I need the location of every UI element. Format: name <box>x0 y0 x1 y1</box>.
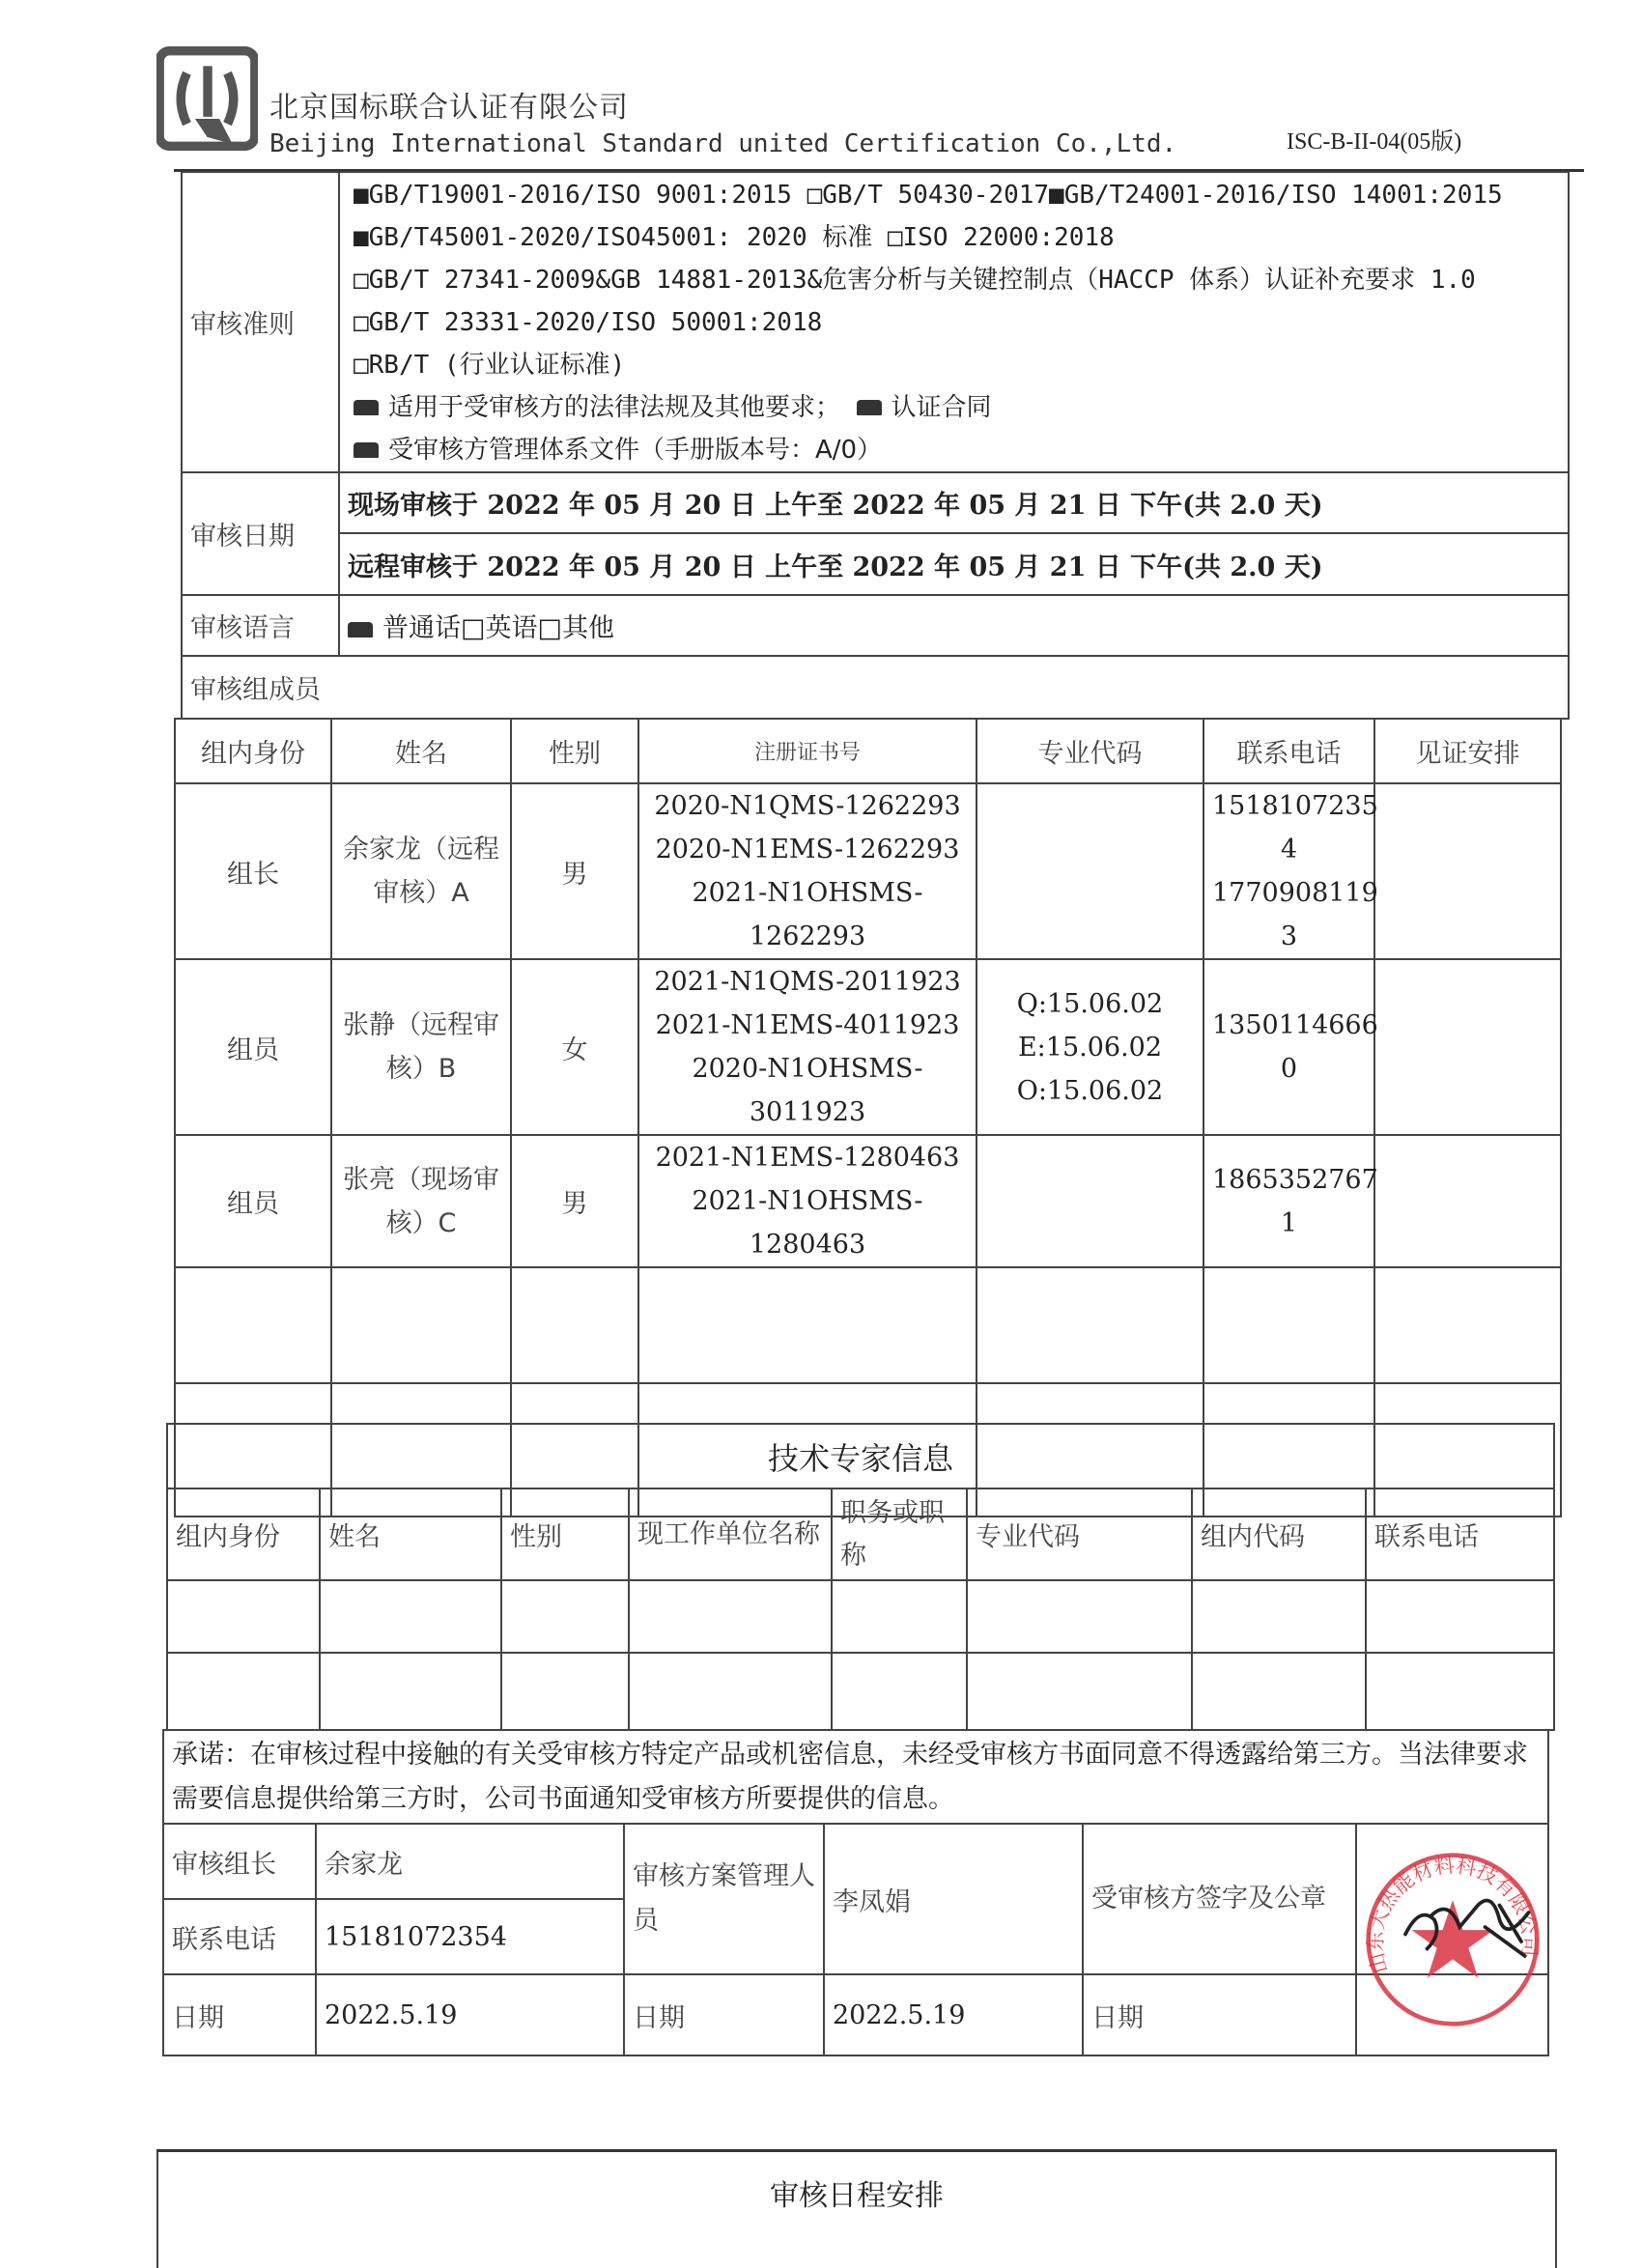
criteria-line: ■GB/T19001-2016/ISO 9001:2015 □GB/T 50430-2017■GB/T24001-2016/ISO 14001:2015 <box>354 180 1503 210</box>
language-label: 审核语言 <box>182 595 339 656</box>
company-logo <box>156 46 258 151</box>
dates-label: 审核日期 <box>182 472 339 595</box>
checked-book-icon <box>354 400 379 415</box>
gender-cell: 男 <box>511 1135 638 1267</box>
column-header: 组内身份 <box>167 1488 320 1580</box>
date-label: 日期 <box>163 1974 316 2055</box>
criteria-line: □GB/T 23331-2020/ISO 50001:2018 <box>354 307 823 337</box>
criteria-laws: 适用于受审核方的法律法规及其他要求； <box>388 392 841 422</box>
experts-header-row <box>167 1488 1554 1580</box>
gender-cell: 男 <box>511 783 638 959</box>
manager-value: 李凤娟 <box>824 1824 1083 1974</box>
onsite-dates: 现场审核于 2022 年 05 月 20 日 上午至 2022 年 05 月 21 日 下午(共 2.0 天) <box>339 472 1569 533</box>
role-cell: 组长 <box>175 783 331 959</box>
commitment-text: 承诺：在审核过程中接触的有关受审核方特定产品或机密信息，未经受审核方书面同意不得透露给第三方。当法律要求需要信息提供给第三方时，公司书面通知受审核方所要提供的信息。 <box>163 1730 1548 1824</box>
leader-label: 审核组长 <box>163 1824 316 1899</box>
criteria-line: □GB/T 27341-2009&GB 14881-2013&危害分析与关键控制点（HACCP 体系）认证补充要求 1.0 <box>354 265 1476 295</box>
table-row <box>175 959 1561 1135</box>
criteria-contract: 认证合同 <box>891 392 992 422</box>
phone-cell: 1518107235 4 1770908119 3 <box>1203 783 1374 959</box>
leader-value: 余家龙 <box>316 1824 624 1899</box>
criteria-row <box>182 172 1569 472</box>
phone-cell: 1350114666 0 <box>1203 959 1374 1135</box>
criteria-manual: 受审核方管理体系文件（手册版本号：A/0） <box>388 435 883 465</box>
column-header: 专业代码 <box>967 1488 1192 1580</box>
column-header: 组内代码 <box>1192 1488 1366 1580</box>
experts-title: 技术专家信息 <box>167 1424 1554 1488</box>
column-header: 职务或职称 <box>832 1488 967 1580</box>
column-header: 见证安排 <box>1374 719 1561 783</box>
certs-cell: 2020-N1QMS-1262293 2020-N1EMS-1262293 2021-N1OHSMS-1262293 <box>638 783 977 959</box>
experts-table <box>166 1423 1555 1731</box>
column-header: 联系电话 <box>1203 719 1374 783</box>
role-cell: 组员 <box>175 1135 331 1267</box>
schedule-section <box>156 2149 1557 2268</box>
checked-book-icon <box>857 400 882 415</box>
column-header: 专业代码 <box>977 719 1203 783</box>
witness-cell <box>1374 783 1561 959</box>
remote-dates: 远程审核于 2022 年 05 月 20 日 上午至 2022 年 05 月 21 日 下午(共 2.0 天) <box>339 533 1569 595</box>
witness-cell <box>1374 1135 1561 1267</box>
column-header: 性别 <box>501 1488 629 1580</box>
codes-cell: Q:15.06.02 E:15.06.02 O:15.06.02 <box>977 959 1203 1135</box>
checked-book-icon <box>354 442 379 458</box>
column-header: 联系电话 <box>1366 1488 1554 1580</box>
column-header: 姓名 <box>320 1488 501 1580</box>
name-cell: 余家龙（远程审核）A <box>331 783 511 959</box>
auditee-date-label: 日期 <box>1083 1974 1356 2055</box>
codes-cell <box>977 1135 1203 1267</box>
team-label: 审核组成员 <box>182 656 1569 719</box>
gender-cell: 女 <box>511 959 638 1135</box>
column-header: 性别 <box>511 719 638 783</box>
empty-row <box>175 1267 1561 1383</box>
table-row <box>175 1135 1561 1267</box>
phone-cell: 1865352767 1 <box>1203 1135 1374 1267</box>
signoff-table <box>162 1729 1549 2056</box>
codes-cell <box>977 783 1203 959</box>
table-row <box>175 783 1561 959</box>
company-name-en: Beijing International Standard united Certification Co.,Ltd. <box>269 129 1177 158</box>
team-table <box>174 718 1562 1517</box>
manager-date-value: 2022.5.19 <box>824 1974 1083 2055</box>
name-cell: 张静（远程审核）B <box>331 959 511 1135</box>
date-value: 2022.5.19 <box>316 1974 624 2055</box>
column-header: 姓名 <box>331 719 511 783</box>
dates-row <box>182 472 1569 533</box>
audit-info-table <box>181 171 1570 720</box>
certs-cell: 2021-N1EMS-1280463 2021-N1OHSMS-1280463 <box>638 1135 977 1267</box>
witness-cell <box>1374 959 1561 1135</box>
checked-book-icon <box>348 622 373 638</box>
phone-value: 15181072354 <box>316 1899 624 1974</box>
manager-date-label: 日期 <box>624 1974 824 2055</box>
empty-row <box>167 1653 1554 1730</box>
column-header: 注册证书号 <box>638 719 977 783</box>
auditee-label: 受审核方签字及公章 <box>1083 1824 1356 1974</box>
criteria-label: 审核准则 <box>182 172 339 472</box>
column-header: 现工作单位名称 <box>629 1488 832 1580</box>
company-name-cn: 北京国标联合认证有限公司 <box>269 91 629 125</box>
language-row <box>182 595 1569 656</box>
name-cell: 张亮（现场审核）C <box>331 1135 511 1267</box>
criteria-content <box>339 172 1569 472</box>
certs-cell: 2021-N1QMS-2011923 2021-N1EMS-4011923 2020-N1OHSMS-3011923 <box>638 959 977 1135</box>
empty-row <box>167 1580 1554 1653</box>
document-code: ISC-B-II-04(05版) <box>1287 129 1462 155</box>
column-header: 组内身份 <box>175 719 331 783</box>
role-cell: 组员 <box>175 959 331 1135</box>
language-value: 普通话□英语□其他 <box>382 613 615 643</box>
criteria-line: ■GB/T45001-2020/ISO45001: 2020 标准 □ISO 22000:2018 <box>354 222 1115 252</box>
criteria-line: □RB/T (行业认证标准) <box>354 350 626 380</box>
schedule-title: 审核日程安排 <box>770 2179 944 2213</box>
manager-label: 审核方案管理人员 <box>624 1824 824 1974</box>
svg-text:山东大热能材料科技有限公司: 山东大热能材料科技有限公司 <box>1364 1853 1543 1976</box>
handwritten-signature <box>1391 1884 1536 1970</box>
team-header-row <box>175 719 1561 783</box>
phone-label: 联系电话 <box>163 1899 316 1974</box>
